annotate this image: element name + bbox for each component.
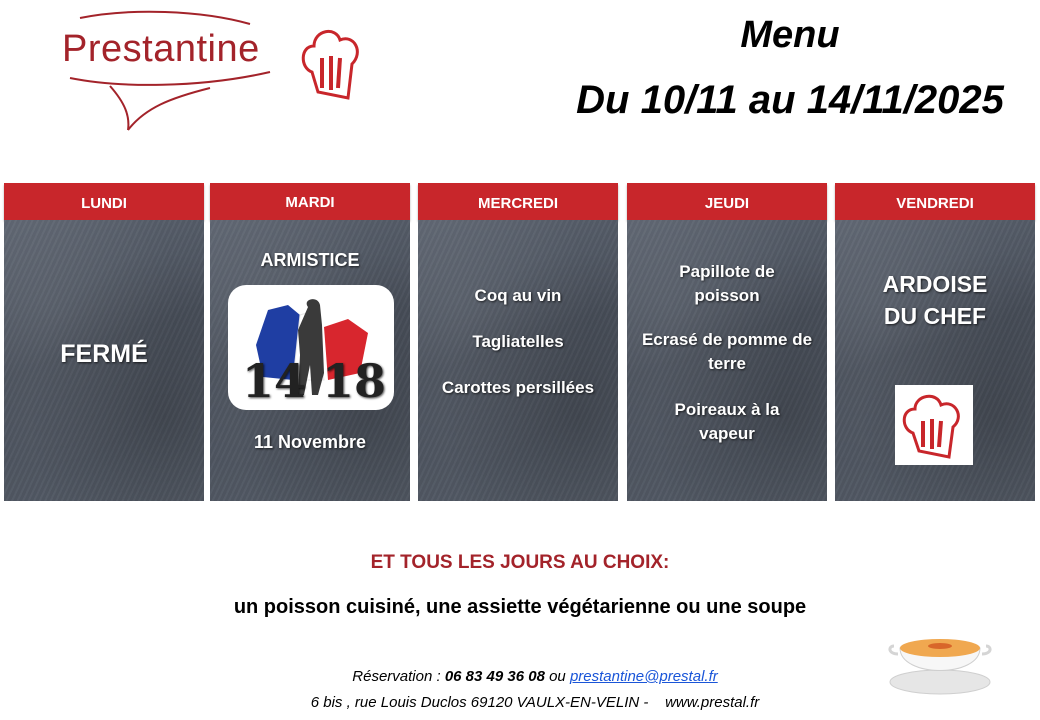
menu-item: Carottes persillées	[441, 378, 595, 397]
day-header: VENDREDI	[835, 183, 1035, 220]
menu-title: Menu	[740, 14, 840, 56]
website: www.prestal.fr	[665, 694, 760, 711]
menu-item: Tagliatelles	[472, 332, 564, 351]
menu-item: Coq au vin	[474, 286, 562, 305]
day-body	[835, 220, 1035, 501]
menu-item: FERMÉ	[60, 340, 148, 368]
day-header: MERCREDI	[418, 183, 618, 220]
menu-item: ARMISTICE	[260, 250, 360, 270]
day-header: JEUDI	[627, 183, 827, 220]
day-card-jeudi	[627, 183, 827, 501]
day-card-vendredi	[835, 183, 1035, 501]
day-body	[627, 220, 827, 501]
reservation-label: Réservation :	[352, 668, 441, 685]
menu-date-range: Du 10/11 au 14/11/2025	[576, 78, 1004, 122]
menu-item: Ecrasé de pomme de terre	[641, 330, 813, 373]
day-header: MARDI	[210, 183, 410, 220]
menu-item: Papillote de poisson	[679, 262, 775, 305]
or-text: ou	[549, 668, 566, 685]
daily-choice-heading: ET TOUS LES JOURS AU CHOIX:	[370, 552, 670, 573]
email-link[interactable]: prestantine@prestal.fr	[569, 668, 718, 685]
phone-number: 06 83 49 36 08	[444, 668, 545, 685]
day-body	[210, 220, 410, 501]
address-line	[0, 694, 1040, 711]
daily-choice-text: un poisson cuisiné, une assiette végétarienne ou une soupe	[233, 596, 807, 618]
address: 6 bis , rue Louis Duclos 69120 VAULX-EN-VELIN -	[310, 694, 649, 711]
day-header: LUNDI	[4, 183, 204, 220]
chef-hat-icon	[895, 385, 973, 465]
menu-item: Poireaux à la vapeur	[674, 400, 780, 443]
day-card-mercredi	[418, 183, 618, 501]
chef-hat-icon	[298, 22, 364, 102]
reservation-line	[0, 668, 1040, 685]
day-card-mardi	[210, 183, 410, 501]
soup-bowl-image	[888, 626, 992, 696]
day-body	[4, 220, 204, 501]
brand-logo: Prestantine	[62, 28, 260, 70]
armistice-flag-image	[228, 285, 394, 410]
day-body	[418, 220, 618, 501]
menu-item: 11 Novembre	[253, 432, 367, 452]
image-caption: 14 18	[242, 354, 387, 408]
day-card-lundi	[4, 183, 204, 501]
menu-item: ARDOISE DU CHEF	[882, 271, 988, 329]
